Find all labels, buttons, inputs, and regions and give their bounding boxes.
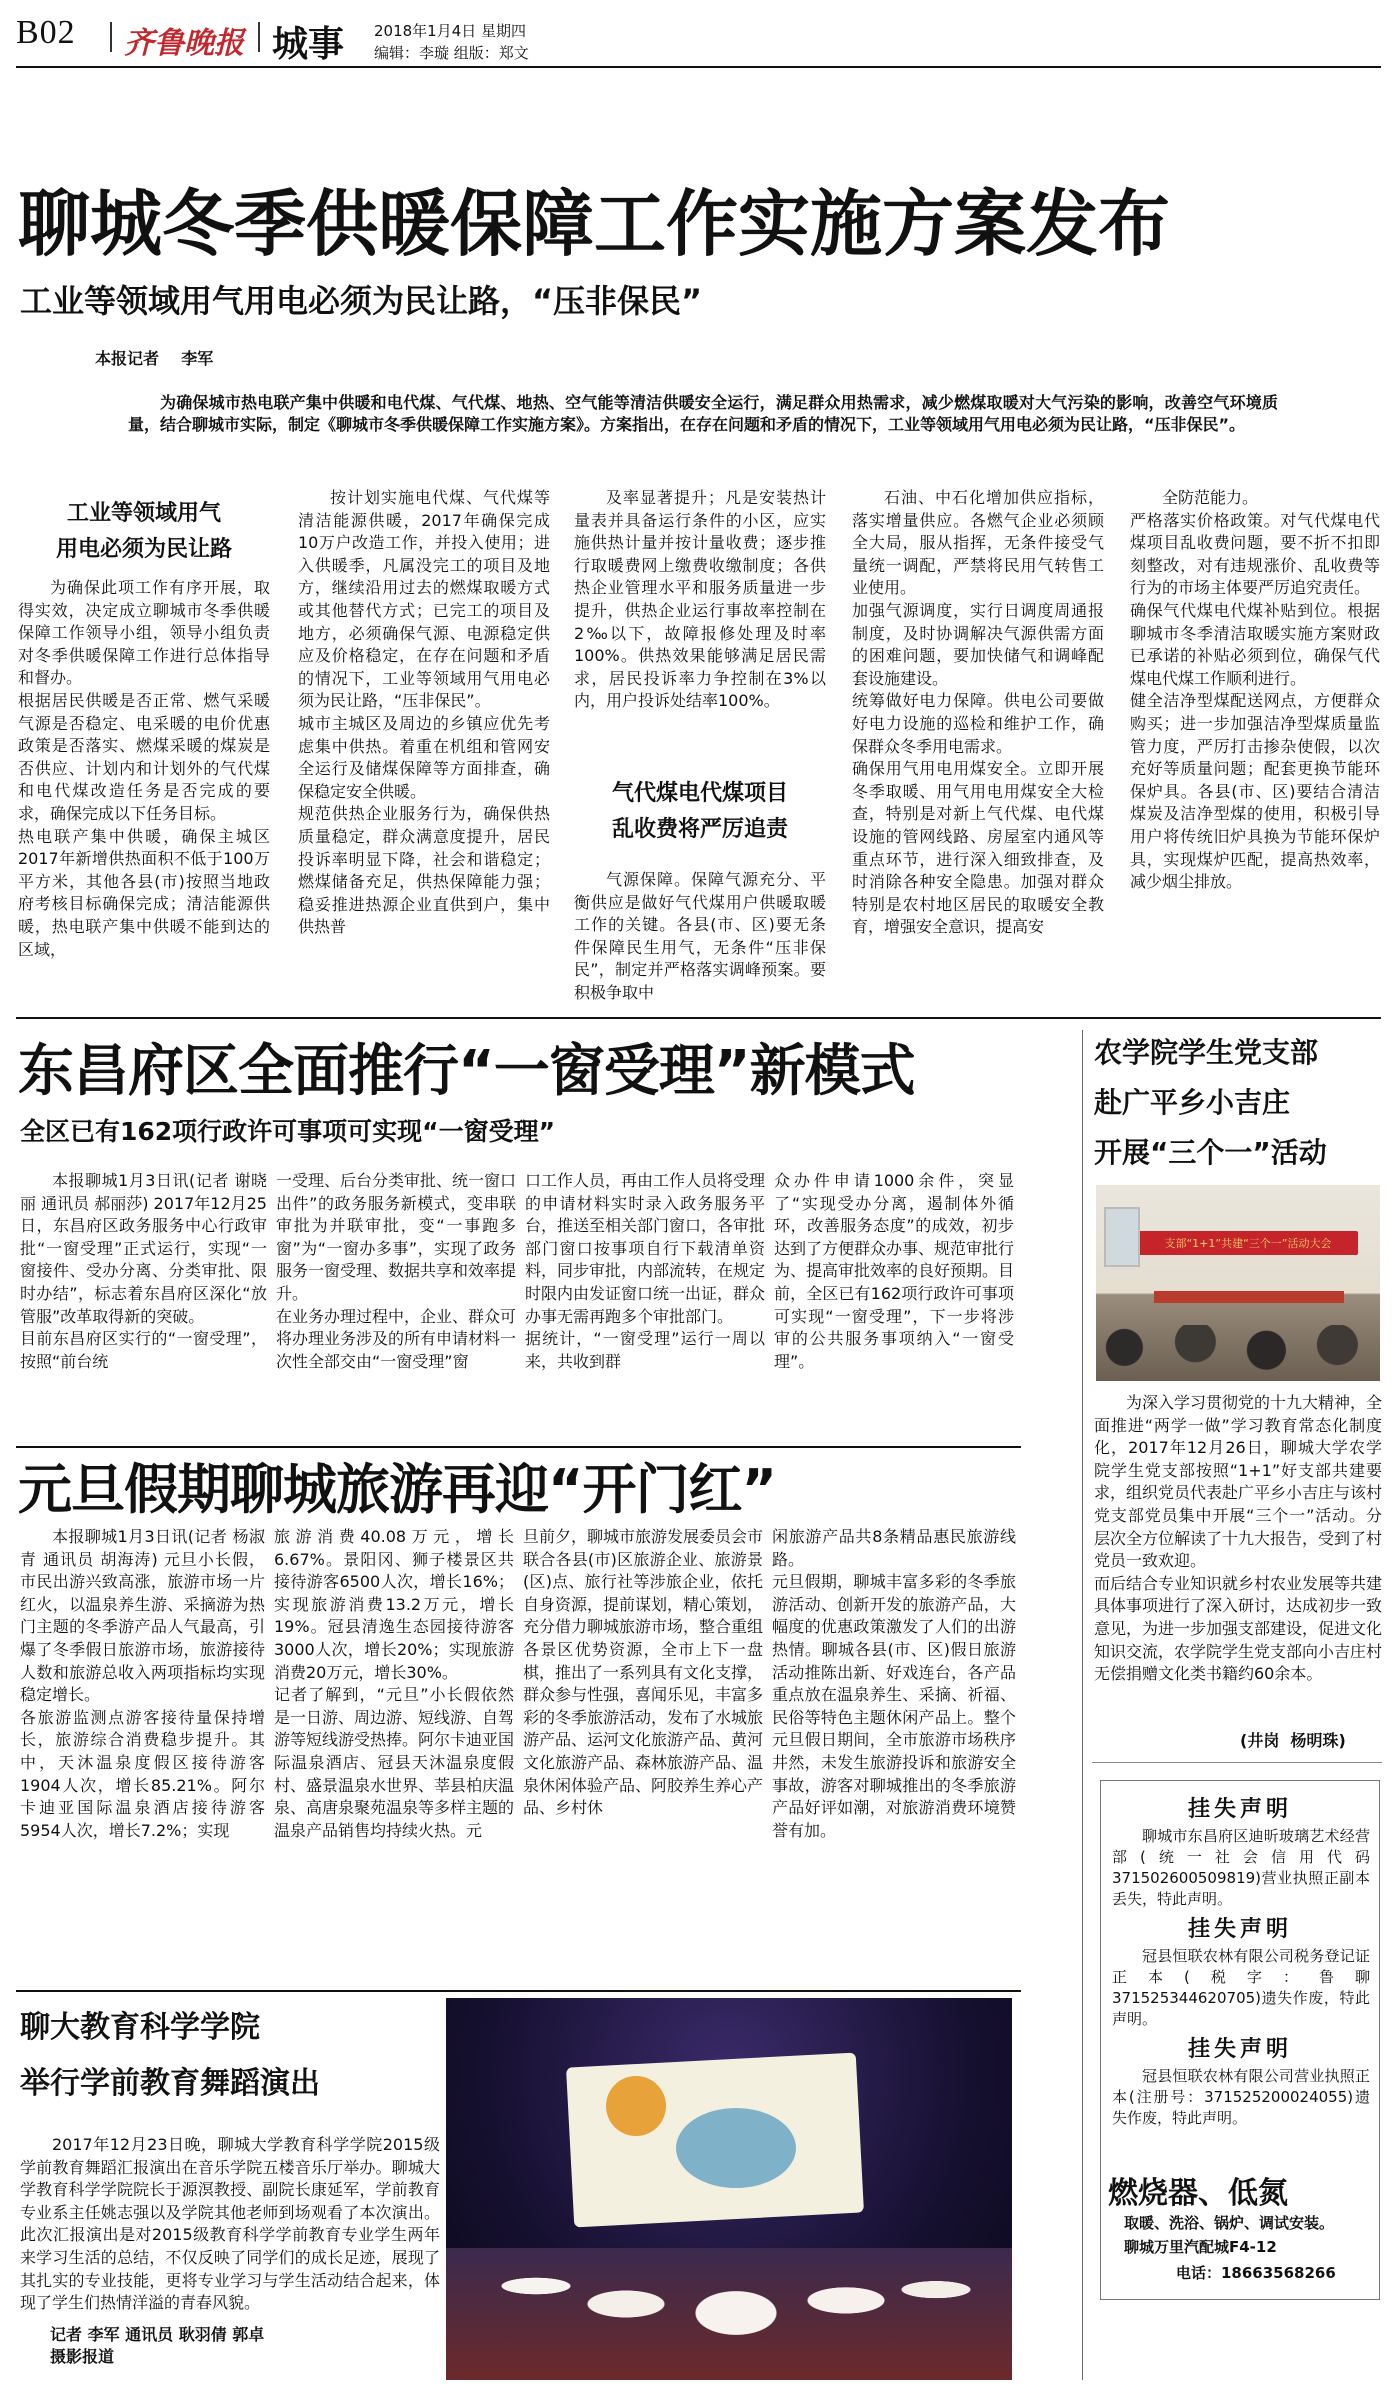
article4-body: 为深入学习贯彻党的十九大精神，全面推进“两学一做”学习教育常态化制度化，2017年12月26日，聊城大学农学院学生党支部按照“1+1”好支部共建要求，组织党员代表赴广平乡小吉庄与该村党支部党员集中开展“三个一”活动。分层次全方位解读了十九大报告，受到了村党员一致欢迎。 而后结合专业知识就乡村农业发展等共建具体事项进行了深入研讨，达成初步一致意见，为进一步加强支部建设，促进文化知识交流，农学院学生党支部向小吉庄村无偿捐赠文化类书籍约60余本。: [1094, 1393, 1382, 1684]
section-rule: [16, 1990, 1021, 1992]
article5-headline: 聊大教育科学学院 举行学前教育舞蹈演出: [20, 2010, 320, 2101]
painted-sun-icon: [606, 2076, 666, 2136]
notice1-body: 聊城市东昌府区迪昕玻璃艺术经营部(统一社会信用代码371502600509819)营业执照正副本丢失，特此声明。: [1112, 1827, 1370, 1908]
article3-column-2: 旅游消费40.08万元，增长6.67%。景阳冈、狮子楼景区共接待游客6500人次，增长16%；实现旅游消费13.2万元，增长19%。冠县清逸生态园接待游客3000人次，增长20%；实现旅游消费20万元，增长30%。 记者了解到，“元旦”小长假依然是一日游、周边游、短线游、自驾游等短线游受热捧。阿尔卡迪亚国际温泉酒店、冠县天沐温泉度假村、盛景温泉水世界、莘县柏庆温泉、高唐泉聚苑温泉等多样主题的温泉产品销售均持续火热。元: [274, 1527, 514, 1840]
article3-column-1: 本报聊城1月3日讯(记者 杨淑青 通讯员 胡海涛) 元旦小长假，市民出游兴致高涨，旅游市场一片红火，以温泉养生游、采摘游为热门主题的冬季游产品人气最高，引爆了冬季假日旅游市场，旅游接待人数和旅游总收入两项指标均实现稳定增长。 各旅游监测点游客接待量保持增长，旅游综合消费稳步提升。其中，天沐温泉度假区接待游客1904人次，增长85.21%。阿尔卡迪亚国际温泉酒店接待游客5954人次，增长7.2%；实现: [20, 1527, 265, 1840]
article2-subheadline: 全区已有162项行政许可事项可实现“一窗受理”: [20, 1117, 556, 1146]
article1-column-4: 石油、中石化增加供应指标，落实增量供应。各燃气企业必须顾全大局，服从指挥，无条件接受气量统一调配，严禁将民用气转售工业使用。 加强气源调度，实行日调度周通报制度，及时协调解决气源供需方面的困难问题，要加快储气和调峰配套设施建设。 统筹做好电力保障。供电公司要做好电力设施的巡检和维护工作，确保群众冬季用电需求。 确保用气用电用煤安全。立即开展冬季取暖、用气用电用煤安全大检查，特别是对新上气代煤、电代煤设施的管网线路、房屋室内通风等重点环节，进行深入细致排查，及时消除各种安全隐患。加强对群众特别是农村地区居民的取暖安全教育，增强安全意识，提高安: [852, 488, 1104, 937]
article2-column-1: 本报聊城1月3日讯(记者 谢晓丽 通讯员 郝丽莎) 2017年12月25日，东昌府区政务服务中心行政审批“一窗受理”正式运行，实现“一窗接件、受办分离、分类审批、限时办结”，标志着东昌府区深化“放管服”改革取得新的突破。 目前东昌府区实行的“一窗受理”，按照“前台统: [20, 1171, 267, 1371]
page-number: B02: [16, 14, 76, 51]
masthead-rule: [16, 66, 1381, 68]
article2-column-2: 一受理、后台分类审批、统一窗口出件”的政务服务新模式，变串联审批为并联审批，变“一事跑多窗”为“一窗办多事”，实现了政务服务一窗受理、数据共享和效率提升。 在业务办理过程中，企业、群众可将办理业务涉及的所有申请材料一次性全部交由“一窗受理”窗: [276, 1171, 516, 1371]
section-rule: [16, 1017, 1381, 1019]
meeting-banner-text: 支部“1+1”共建“三个一”活动大会: [1164, 1237, 1332, 1250]
article1-subheadline: 工业等领域用气用电必须为民让路，“压非保民”: [20, 282, 703, 320]
article4-headline: 农学院学生党支部 赴广平乡小吉庄 开展“三个一”活动: [1094, 1036, 1327, 1169]
dancers: [486, 2178, 986, 2358]
article1-section-heading-1: 工业等领域用气 用电必须为民让路: [55, 501, 232, 562]
notice3-title: 挂失声明: [1187, 2037, 1292, 2062]
article5-credit: 记者 李军 通讯员 耿羽倩 郭卓 摄影报道: [50, 2325, 265, 2366]
photo-audience: [1096, 1325, 1380, 1381]
newspaper-logo: 齐鲁晚报: [124, 26, 244, 61]
ad-line-2: 聊城万里汽配城F4-12: [1124, 2238, 1277, 2256]
photo-table: [1154, 1291, 1344, 1303]
section-name: 城事: [272, 24, 345, 65]
article2-column-4: 众办件申请1000余件，突显了“实现受办分离，遏制体外循环，改善服务态度”的成效，初步达到了方便群众办事、规范审批行为、提高审批效率的良好预期。目前，全区已有162项行政许可事项可实现“一窗受理”，下一步将涉审的公共服务事项纳入“一窗受理”。: [774, 1171, 1014, 1371]
painted-tree-icon: [676, 2108, 796, 2188]
ad-line-3: 电话：18663568266: [1176, 2264, 1336, 2282]
column-rule: [1082, 1030, 1083, 2380]
article2-column-3: 口工作人员，再由工作人员将受理的申请材料实时录入政务服务平台，推送至相关部门窗口，各审批部门窗口按事项自行下载清单资料，同步审批，内部流转，在规定时限内由发证窗口统一出证，群众办事无需再跑多个审批部门。 据统计，“一窗受理”运行一周以来，共收到群: [525, 1171, 765, 1371]
article3-column-3: 旦前夕，聊城市旅游发展委员会市联合各县(市)区旅游企业、旅游景(区)点、旅行社等涉旅企业，依托自身资源，提前谋划，精心策划，充分借力聊城旅游市场，整合重组各景区优势资源，全市上下一盘棋，推出了一系列具有文化支撑，群众参与性强，喜闻乐见，丰富多彩的冬季旅游活动，发布了水城旅游产品、运河文化旅游产品、黄河文化旅游产品、森林旅游产品、温泉休闲体验产品、阿胶养生养心产品、乡村休: [523, 1527, 763, 1818]
divider: [258, 22, 260, 52]
editor-credits: 编辑：李璇 组版：郑文: [374, 44, 529, 62]
column-rule: [1092, 1762, 1382, 1763]
article1-column-5: 全防范能力。 严格落实价格政策。对气代煤电代煤项目乱收费问题，要不折不扣即刻整改，对有违规涨价、乱收费等行为的市场主体要严厉追究责任。 确保气代煤电代煤补贴到位。根据聊城市冬季清洁取暖实施方案财政已承诺的补贴必须到位，确保气代煤电代煤工作顺利进行。 健全洁净型煤配送网点，方便群众购买；进一步加强洁净型煤质量监管力度，严厉打击掺杂使假，以次充好等质量问题；配套更换节能环保炉具。各县(市、区)要结合清洁煤炭及洁净型煤的使用，积极引导用户将传统旧炉具换为节能环保炉具，实现煤炉匹配，提高热效率，减少烟尘排放。: [1130, 488, 1380, 892]
article1-column-1: 为确保此项工作有序开展，取得实效，决定成立聊城市冬季供暖保障工作领导小组，领导小组负责对冬季供暖保障工作进行总体指导和督办。 根据居民供暖是否正常、燃气采暖气源是否稳定、电采暖的电价优惠政策是否落实、燃煤采暖的煤炭是否供应、计划内和计划外的气代煤和电代煤改造任务是否完成的要求，确保完成以下任务目标。 热电联产集中供暖，确保主城区2017年新增供热面积不低于100万平方米，其他各县(市)按照当地政府考核目标确保完成；清洁能源供暖，热电联产集中供暖不能到达的区域，: [18, 578, 270, 959]
article5-body: 2017年12月23日晚，聊城大学教育科学学院2015级学前教育舞蹈汇报演出在音乐学院五楼音乐厅举办。聊城大学教育科学学院院长于源溟教授、副院长康延军，学前教育专业系主任姚志强以及学院其他老师到场观看了本次演出。此次汇报演出是对2015级教育科学学前教育专业学生两年来学习生活的总结，不仅反映了同学们的成长足迹，展现了其扎实的专业技能，更将专业学习与学生活动结合起来，体现了学生们热情洋溢的青春风貌。: [20, 2135, 440, 2313]
article1-column-3b: 气源保障。保障气源充分、平衡供应是做好气代煤用户供暖取暖工作的关键。各县(市、区)要无条件保障民生用气，无条件“压非保民”，制定并严格落实调峰预案。要积极争取中: [574, 870, 826, 1002]
article4-photo: [1096, 1185, 1380, 1381]
divider: [110, 22, 112, 52]
notice3-body: 冠县恒联农林有限公司营业执照正本(注册号：371525200024055)遗失作废，特此声明。: [1112, 2067, 1370, 2127]
article1-headline: 聊城冬季供暖保障工作实施方案发布: [18, 182, 1171, 266]
article3-headline: 元旦假期聊城旅游再迎“开门红”: [18, 1458, 776, 1521]
article2-headline: 东昌府区全面推行“一窗受理”新模式: [18, 1039, 915, 1104]
article1-column-2: 按计划实施电代煤、气代煤等清洁能源供暖，2017年确保完成10万户改造工作，并投入使用；进入供暖季，凡属没完工的项目及地方，继续沿用过去的燃煤取暖方式或其他替代方式；已完工的项目及地方，必须确保气源、电源稳定供应及价格稳定，在存在问题和矛盾的情况下，工业等领域用气用电必须为民让路，“压非保民”。 城市主城区及周边的乡镇应优先考虑集中供热。着重在机组和管网安全运行及储煤保障等方面排查，确保稳定安全供暖。 规范供热企业服务行为，确保供热质量稳定，群众满意度提升，居民投诉率明显下降，社会和谐稳定；燃煤储备充足，供热保障能力强；稳妥推进热源企业直供到户，集中供热普: [298, 488, 550, 937]
photo-window: [1104, 1207, 1140, 1267]
ad-line-1: 取暖、洗浴、锅炉、调试安装。: [1124, 2214, 1335, 2232]
article1-byline: 本报记者 李军: [95, 349, 214, 368]
article1-lead: 为确保城市热电联产集中供暖和电代煤、气代煤、地热、空气能等清洁供暖安全运行，满足群众用热需求，减少燃煤取暖对大气污染的影响，改善空气环境质量，结合聊城市实际，制定《聊城市冬季供暖保障工作实施方案》。方案指出，在存在问题和矛盾的情况下，工业等领域用气用电必须为民让路，“压非保民”。: [128, 393, 1278, 434]
article5-photo: [446, 1998, 1012, 2380]
section-rule: [16, 1446, 1021, 1448]
notice2-body: 冠县恒联农林有限公司税务登记证正本(税字：鲁聊371525344620705)遗失作废，特此声明。: [1112, 1947, 1370, 2028]
ad-title: 燃烧器、低氮: [1108, 2176, 1288, 2211]
article1-column-3a: 及率显著提升；凡是安装热计量表并具备运行条件的小区，应实施供热计量并按计量收费；逐步推行取暖费网上缴费收缴制度；各供热企业管理水平和服务质量进一步提升，供热企业运行事故率控制在2‰以下，故障报修处理及时率100%。供热效果能够满足居民需求，居民投诉率力争控制在3%以内，用户投诉处结率100%。: [574, 488, 826, 711]
masthead: [0, 0, 1395, 70]
notice1-title: 挂失声明: [1187, 1797, 1292, 1822]
article1-section-heading-2: 气代煤电代煤项目 乱收费将严厉追责: [611, 781, 788, 842]
notice2-title: 挂失声明: [1187, 1917, 1292, 1942]
issue-date: 2018年1月4日 星期四: [374, 22, 527, 40]
article3-column-4: 闲旅游产品共8条精品惠民旅游线路。 元旦假期，聊城丰富多彩的冬季旅游活动、创新开发的旅游产品，大幅度的优惠政策激发了人们的出游热情。聊城各县(市、区)假日旅游活动推陈出新、好戏连台，各产品重点放在温泉养生、采摘、祈福、民俗等特色主题休闲产品上。整个元旦假日期间，全市旅游市场秩序井然，未发生旅游投诉和旅游安全事故，游客对聊城推出的冬季旅游产品好评如潮，对旅游消费环境赞誉有加。: [772, 1527, 1016, 1840]
article4-credit: (井岗 杨明珠): [1240, 1731, 1346, 1750]
